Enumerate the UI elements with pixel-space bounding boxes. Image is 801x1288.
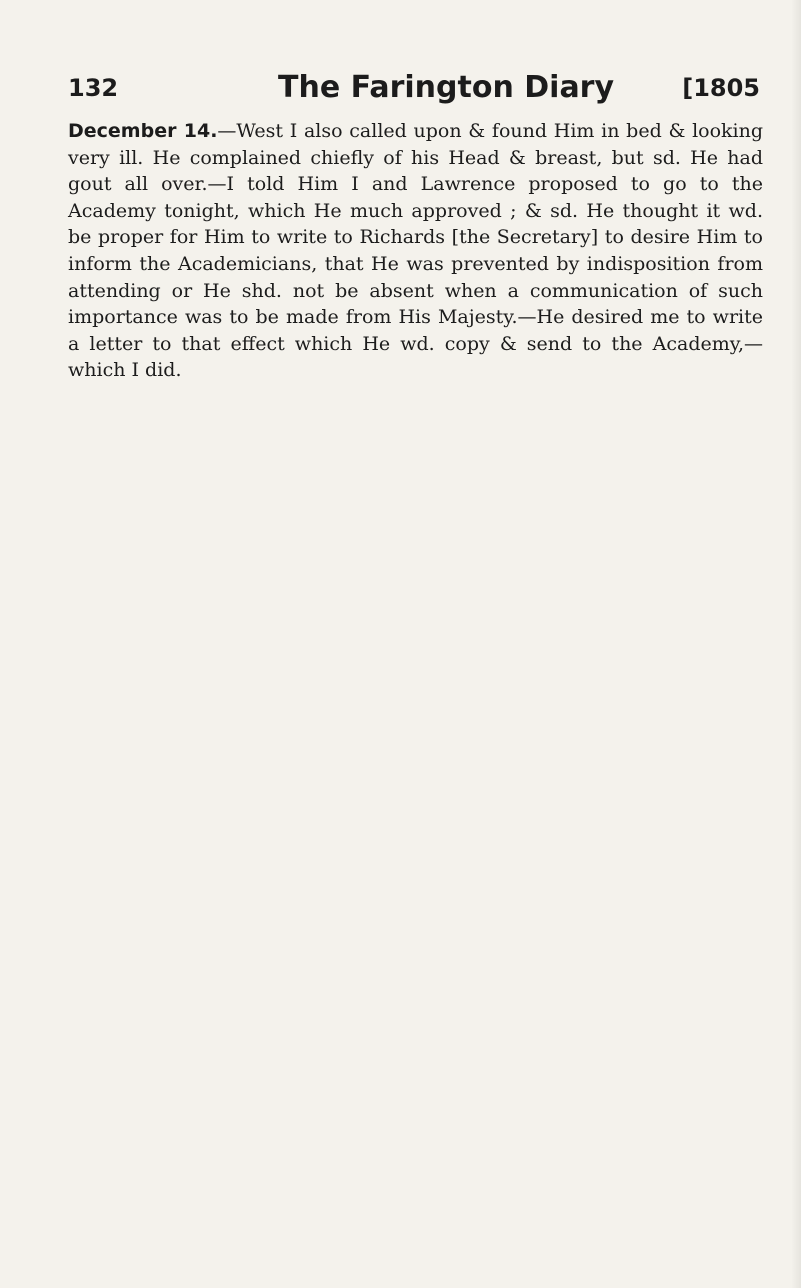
page-number: 132: [68, 74, 119, 102]
running-head: [68, 70, 760, 110]
running-title: The Farington Diary: [278, 70, 615, 105]
diary-entry: [68, 118, 763, 384]
entry-text: —West I also called upon & found Him in bed & looking very ill. He complained chiefly of his Head & breast, but sd. He had gout all over.—I told Him I and Lawrence proposed to go to the Academy tonight, which He much approved ; & sd. He thought it wd. be proper for Him to write to Richards [the Secretary] to desire Him to inform the Academicians, that He was prevented by indisposition from attending or He shd. not be absent when a communication of such importance was to be made from His Majesty.—He desired me to write a letter to that effect which He wd. copy & send to the Academy,—which I did.: [68, 120, 764, 382]
entry-date: December 14.: [68, 120, 218, 142]
running-year: [1805: [682, 74, 760, 102]
page-edge-shadow: [791, 0, 801, 1288]
